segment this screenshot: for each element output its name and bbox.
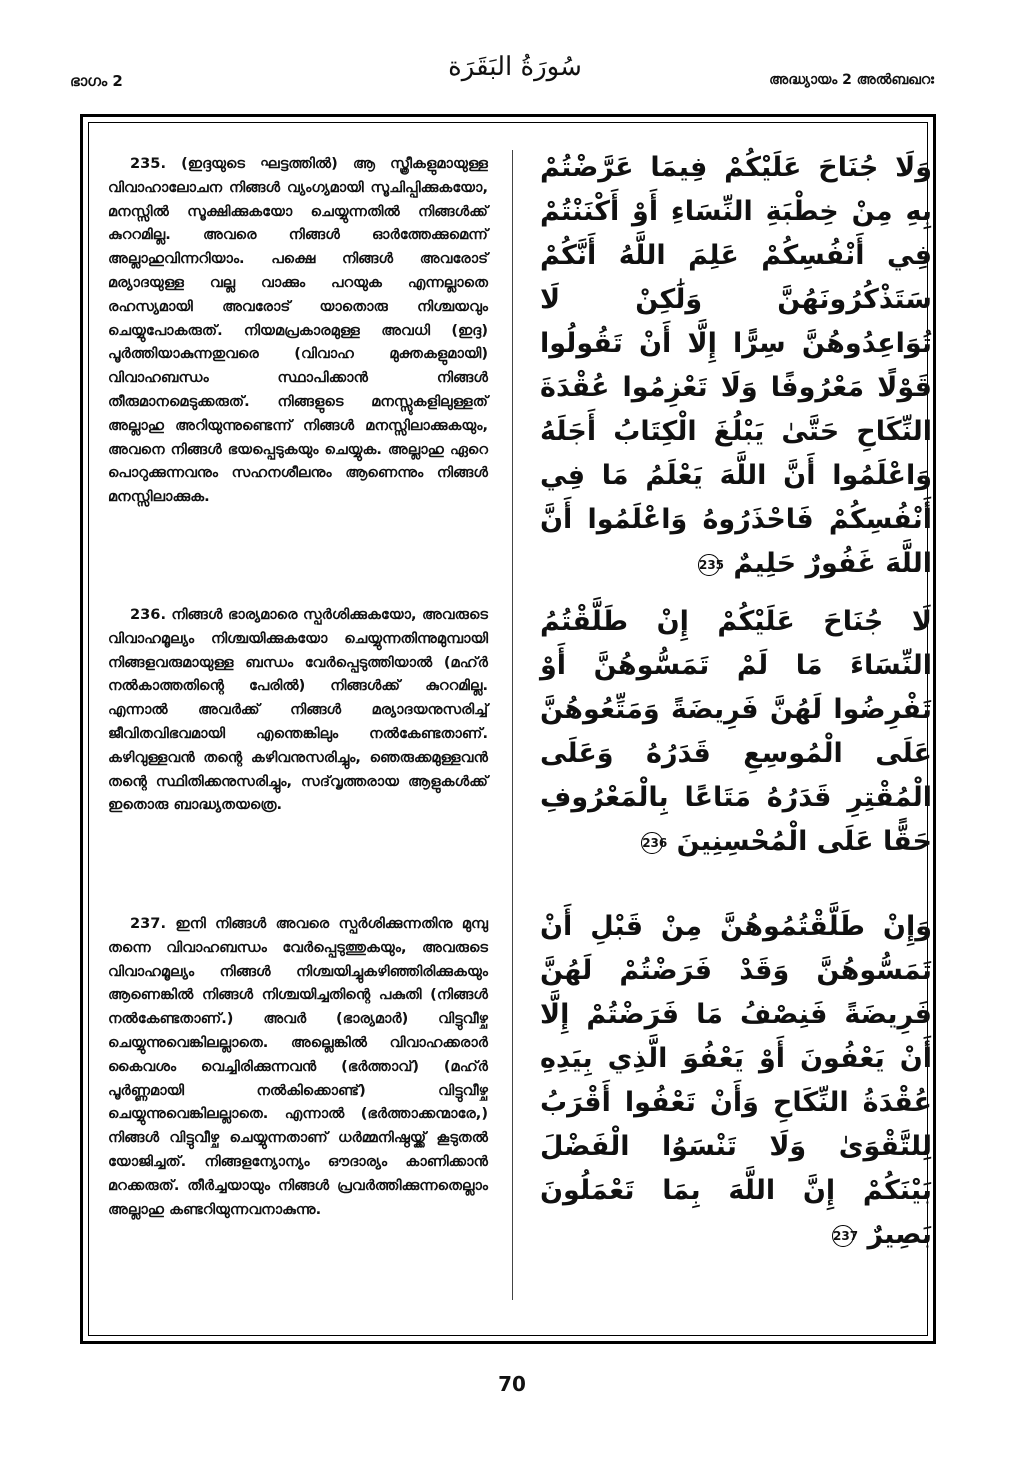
verse-236-arabic: [540, 600, 932, 864]
verse-236-number-marker: 236: [641, 832, 663, 854]
verse-235-number-marker: 235: [698, 554, 720, 576]
verse-235-arabic: [540, 146, 932, 586]
verse-237-arabic: [540, 905, 932, 1257]
verse-237-arabic-text: وَإِنْ طَلَّقْتُمُوهُنَّ مِنْ قَبْلِ أَنْ تَمَسُّوهُنَّ وَقَدْ فَرَضْتُمْ لَهُنَّ فَرِيضَةً فَنِصْفُ مَا فَرَضْتُمْ إِلَّا أَنْ يَعْفُونَ أَوْ يَعْفُوَ الَّذِي بِيَدِهِ عُقْدَةُ النِّكَاحِ وَأَنْ تَعْفُوا أَقْرَبُ لِلتَّقْوَىٰ وَلَا تَنْسَوُا الْفَضْلَ بَيْنَكُمْ إِنَّ اللَّهَ بِمَا تَعْمَلُونَ بَصِيرٌ: [540, 911, 932, 1250]
verse-235-translation: [108, 152, 488, 509]
verse-237-number-marker: 237: [832, 1225, 854, 1247]
verse-236-arabic-text: لَا جُنَاحَ عَلَيْكُمْ إِنْ طَلَّقْتُمُ النِّسَاءَ مَا لَمْ تَمَسُّوهُنَّ أَوْ تَفْرِضُوا لَهُنَّ فَرِيضَةً وَمَتِّعُوهُنَّ عَلَى الْمُوسِعِ قَدَرُهُ وَعَلَى الْمُقْتِرِ قَدَرُهُ مَتَاعًا بِالْمَعْرُوفِ حَقًّا عَلَى الْمُحْسِنِينَ: [540, 606, 932, 857]
header-part-label: ഭാഗം 2: [70, 72, 123, 90]
verse-236-translation: [108, 603, 488, 817]
page-number: 70: [498, 1372, 526, 1396]
verse-235-malayalam-text: 235. (ഇദ്ദയുടെ ഘട്ടത്തിൽ) ആ സ്ത്രീകളുമായുള്ള വിവാഹാലോചന നിങ്ങൾ വ്യംഗ്യമായി സൂചിപ്പിക്കുകയോ, മനസ്സിൽ സൂക്ഷിക്കുകയോ ചെയ്യുന്നതിൽ നിങ്ങൾക്ക് കുററമില്ല. അവരെ നിങ്ങൾ ഓർത്തേക്കുമെന്ന് അല്ലാഹുവിന്നറിയാം. പക്ഷെ നിങ്ങൾ അവരോട് മര്യാദയുള്ള വല്ല വാക്കും പറയുക എന്നല്ലാതെ രഹസ്യമായി അവരോട് യാതൊരു നിശ്ചയവും ചെയ്യുപോകരുത്. നിയമപ്രകാരമുള്ള അവധി (ഇദ്ദ) പൂർത്തിയാകുന്നതുവരെ (വിവാഹ മുക്തകളുമായി) വിവാഹബന്ധം സ്ഥാപിക്കാൻ നിങ്ങൾ തീരുമാനമെടുക്കരുത്. നിങ്ങളുടെ മനസ്സുകളിലുള്ളത് അല്ലാഹു അറിയുന്നുണ്ടെന്ന് നിങ്ങൾ മനസ്സിലാക്കുകയും, അവനെ നിങ്ങൾ ഭയപ്പെടുകയും ചെയ്യുക. അല്ലാഹു ഏറെ പൊറുക്കുന്നവനും സഹനശീലനും ആണെന്നും നിങ്ങൾ മനസ്സിലാക്കുക.: [108, 155, 488, 506]
verse-235-arabic-text: وَلَا جُنَاحَ عَلَيْكُمْ فِيمَا عَرَّضْتُمْ بِهِ مِنْ خِطْبَةِ النِّسَاءِ أَوْ أَكْنَنْتُمْ فِي أَنْفُسِكُمْ عَلِمَ اللَّهُ أَنَّكُمْ سَتَذْكُرُونَهُنَّ وَلَٰكِنْ لَا تُوَاعِدُوهُنَّ سِرًّا إِلَّا أَنْ تَقُولُوا قَوْلًا مَعْرُوفًا وَلَا تَعْزِمُوا عُقْدَةَ النِّكَاحِ حَتَّىٰ يَبْلُغَ الْكِتَابُ أَجَلَهُ وَاعْلَمُوا أَنَّ اللَّهَ يَعْلَمُ مَا فِي أَنْفُسِكُمْ فَاحْذَرُوهُ وَاعْلَمُوا أَنَّ اللَّهَ غَفُورٌ حَلِيمٌ: [540, 152, 932, 579]
column-divider: [512, 150, 513, 1300]
verse-237-translation: [108, 912, 488, 1221]
verse-237-malayalam-text: 237. ഇനി നിങ്ങൾ അവരെ സ്പർശിക്കുന്നതിനു മുമ്പു തന്നെ വിവാഹബന്ധം വേർപ്പെടുത്തുകയും, അവരുടെ വിവാഹമൂല്യം നിങ്ങൾ നിശ്ചയിച്ചുകഴിഞ്ഞിരിക്കുകയും ആണെങ്കിൽ നിങ്ങൾ നിശ്ചയിച്ചതിന്റെ പകുതി (നിങ്ങൾ നൽകേണ്ടതാണ്.) അവർ (ഭാര്യമാർ) വിട്ടുവീഴ്ച ചെയ്യുന്നുവെങ്കിലല്ലാതെ. അല്ലെങ്കിൽ വിവാഹക്കരാർ കൈവശം വെച്ചിരിക്കുന്നവൻ (ഭർത്താവ്) (മഹ്ർ പൂർണ്ണമായി നൽകിക്കൊണ്ട്) വിട്ടുവീഴ്ച ചെയ്യുന്നുവെങ്കിലല്ലാതെ. എന്നാൽ (ഭർത്താക്കന്മാരേ,) നിങ്ങൾ വിട്ടുവീഴ്ച ചെയ്യുന്നതാണ് ധർമ്മനിഷ്ഠയ്ക്ക് കൂടുതൽ യോജിച്ചത്. നിങ്ങളന്യോന്യം ഔദാര്യം കാണിക്കാൻ മറക്കരുത്. തീർച്ചയായും നിങ്ങൾ പ്രവർത്തിക്കുന്നതെല്ലാം അല്ലാഹു കണ്ടറിയുന്നവനാകുന്നു.: [108, 915, 488, 1218]
header-chapter-label: അദ്ധ്യായം 2 അൽബഖറഃ: [769, 72, 934, 88]
header-surah-title: سُورَةُ البَقَرَة: [448, 52, 582, 82]
verse-236-malayalam-text: 236. നിങ്ങൾ ഭാര്യമാരെ സ്പർശിക്കുകയോ, അവരുടെ വിവാഹമൂല്യം നിശ്ചയിക്കുകയോ ചെയ്യുന്നതിന്നുമുമ്പായി നിങ്ങളവരുമായുള്ള ബന്ധം വേർപ്പെടുത്തിയാൽ (മഹ്ർ നൽകാത്തതിന്റെ പേരിൽ) നിങ്ങൾക്ക് കുററമില്ല. എന്നാൽ അവർക്ക് നിങ്ങൾ മര്യാദയനുസരിച്ച് ജീവിതവിഭവമായി എന്തെങ്കിലും നൽകേണ്ടതാണ്. കഴിവുള്ളവൻ തന്റെ കഴിവനുസരിച്ചും, ഞെരുക്കമുള്ളവൻ തന്റെ സ്ഥിതിക്കനുസരിച്ചും, സദ്‌വൃത്തരായ ആളുകൾക്ക് ഇതൊരു ബാദ്ധ്യതയത്രെ.: [108, 606, 488, 814]
